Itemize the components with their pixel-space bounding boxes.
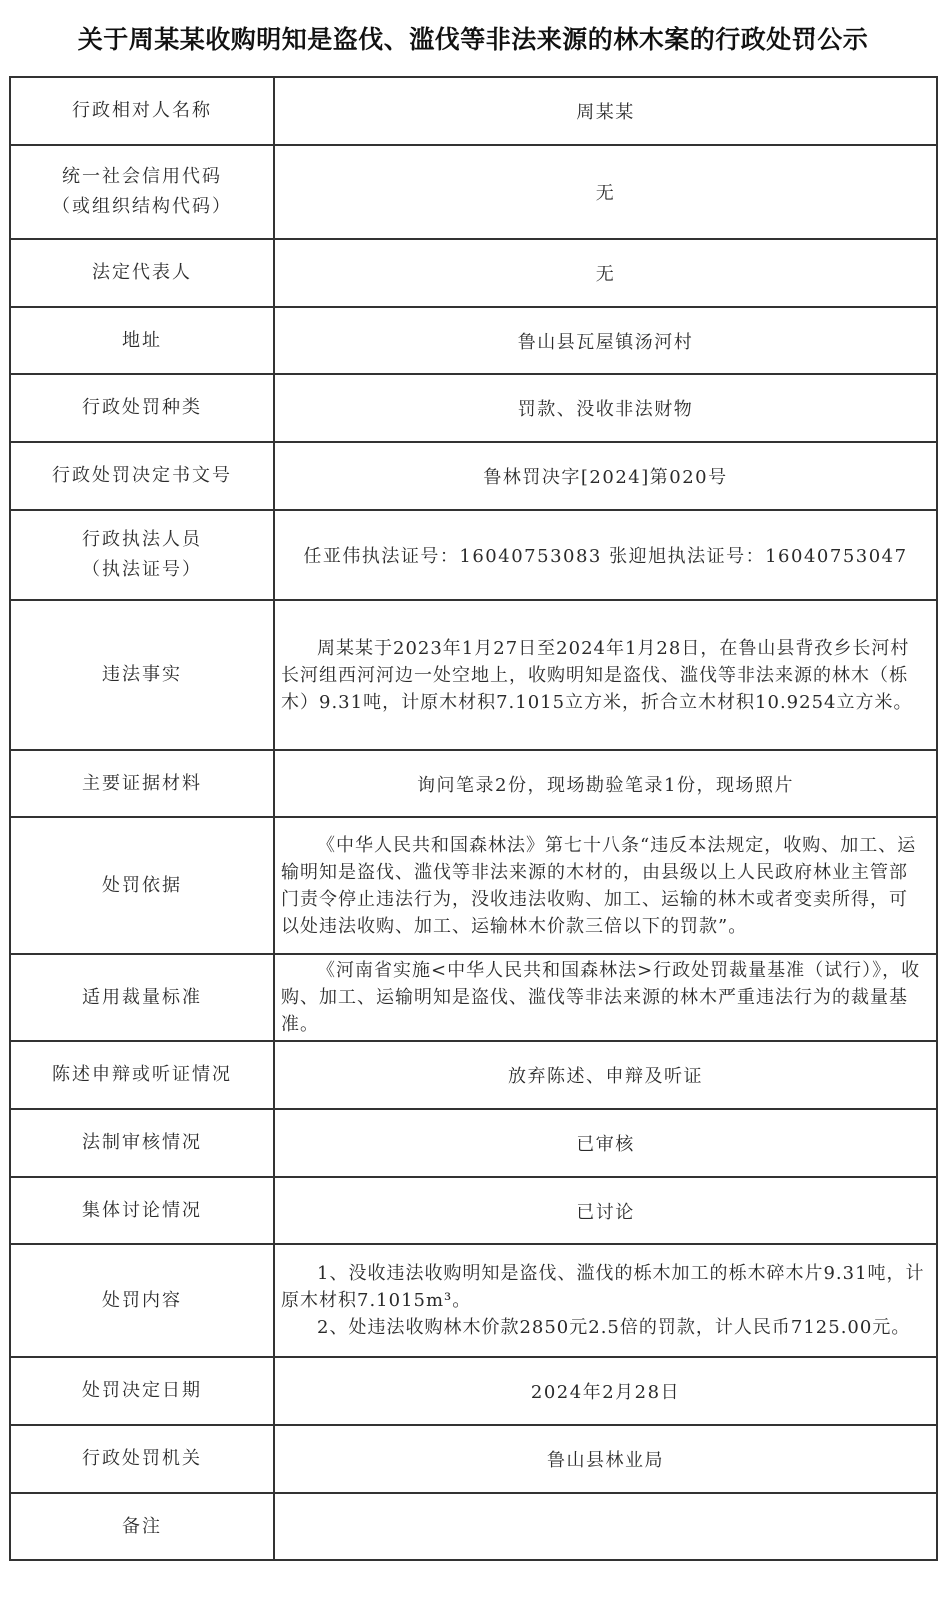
row-label: 处罚内容	[10, 1244, 274, 1357]
hearing-value: 放弃陈述、申辩及听证	[274, 1041, 937, 1109]
row-label: 备注	[10, 1493, 274, 1560]
legal-review-value: 已审核	[274, 1109, 937, 1177]
table-row	[10, 374, 937, 442]
table-row	[10, 600, 937, 750]
standard-paragraph: 《河南省实施<中华人民共和国森林法>行政处罚裁量基准（试行）》，收购、加工、运输明知是盗伐、滥伐等非法来源的林木严重违法行为的裁量基准。	[281, 960, 921, 1035]
row-label-line1: 统一社会信用代码	[62, 166, 222, 187]
row-label: 地址	[10, 307, 274, 374]
table-row	[10, 239, 937, 307]
table-row	[10, 77, 937, 145]
table-row	[10, 954, 937, 1041]
row-label-multiline	[10, 145, 274, 239]
table-row	[10, 307, 937, 374]
officers-value: 任亚伟执法证号：16040753083 张迎旭执法证号：16040753047	[274, 510, 937, 600]
penalty-type-value: 罚款、没收非法财物	[274, 374, 937, 442]
row-label: 陈述申辩或听证情况	[10, 1041, 274, 1109]
table-row	[10, 442, 937, 510]
facts-value	[274, 600, 937, 750]
table-row	[10, 1109, 937, 1177]
row-label-multiline	[10, 510, 274, 600]
row-label-line1: 行政执法人员	[82, 529, 202, 550]
remarks-value	[274, 1493, 937, 1560]
row-label: 主要证据材料	[10, 750, 274, 817]
table-row	[10, 145, 937, 239]
basis-value	[274, 817, 937, 954]
legal-rep-value: 无	[274, 239, 937, 307]
table-row	[10, 1357, 937, 1425]
row-label-line2: （或组织结构代码）	[52, 196, 232, 217]
row-label: 集体讨论情况	[10, 1177, 274, 1244]
row-label-line2: （执法证号）	[82, 559, 202, 580]
table-row	[10, 510, 937, 600]
content-value	[274, 1244, 937, 1357]
credit-code-value: 无	[274, 145, 937, 239]
row-label: 法定代表人	[10, 239, 274, 307]
row-label: 适用裁量标准	[10, 954, 274, 1041]
party-name-value: 周某某	[274, 77, 937, 145]
row-label: 行政处罚机关	[10, 1425, 274, 1493]
penalty-table	[9, 76, 938, 1561]
address-value: 鲁山县瓦屋镇汤河村	[274, 307, 937, 374]
table-row	[10, 1493, 937, 1560]
facts-paragraph: 周某某于2023年1月27日至2024年1月28日，在鲁山县背孜乡长河村长河组西河河边一处空地上，收购明知是盗伐、滥伐等非法来源的林木（栎木）9.31吨，计原木材积7.1015立方米，折合立木材积10.9254立方米。	[281, 637, 913, 713]
table-row	[10, 750, 937, 817]
basis-paragraph: 《中华人民共和国森林法》第七十八条“违反本法规定，收购、加工、运输明知是盗伐、滥伐等非法来源的木材的，由县级以上人民政府林业主管部门责令停止违法行为，没收违法收购、加工、运输的林木或者变卖所得，可以处违法收购、加工、运输林木价款三倍以下的罚款”。	[281, 834, 917, 937]
row-label: 行政处罚种类	[10, 374, 274, 442]
row-label: 法制审核情况	[10, 1109, 274, 1177]
table-row	[10, 1041, 937, 1109]
content-item-2: 2、处违法收购林木价款2850元2.5倍的罚款，计人民币7125.00元。	[317, 1317, 911, 1338]
decision-no-value: 鲁林罚决字[2024]第020号	[274, 442, 937, 510]
table-row	[10, 1425, 937, 1493]
row-label: 行政相对人名称	[10, 77, 274, 145]
row-label: 行政处罚决定书文号	[10, 442, 274, 510]
row-label: 处罚决定日期	[10, 1357, 274, 1425]
collective-value: 已讨论	[274, 1177, 937, 1244]
table-row	[10, 817, 937, 954]
row-label: 违法事实	[10, 600, 274, 750]
decision-date-value: 2024年2月28日	[274, 1357, 937, 1425]
evidence-value: 询问笔录2份，现场勘验笔录1份，现场照片	[274, 750, 937, 817]
table-row	[10, 1177, 937, 1244]
authority-value: 鲁山县林业局	[274, 1425, 937, 1493]
page-title: 关于周某某收购明知是盗伐、滥伐等非法来源的林木案的行政处罚公示	[77, 25, 869, 54]
content-item-1: 1、没收违法收购明知是盗伐、滥伐的栎木加工的栎木碎木片9.31吨，计原木材积7.1015m³。	[281, 1263, 925, 1311]
row-label: 处罚依据	[10, 817, 274, 954]
table-row	[10, 1244, 937, 1357]
standard-value	[274, 954, 937, 1041]
